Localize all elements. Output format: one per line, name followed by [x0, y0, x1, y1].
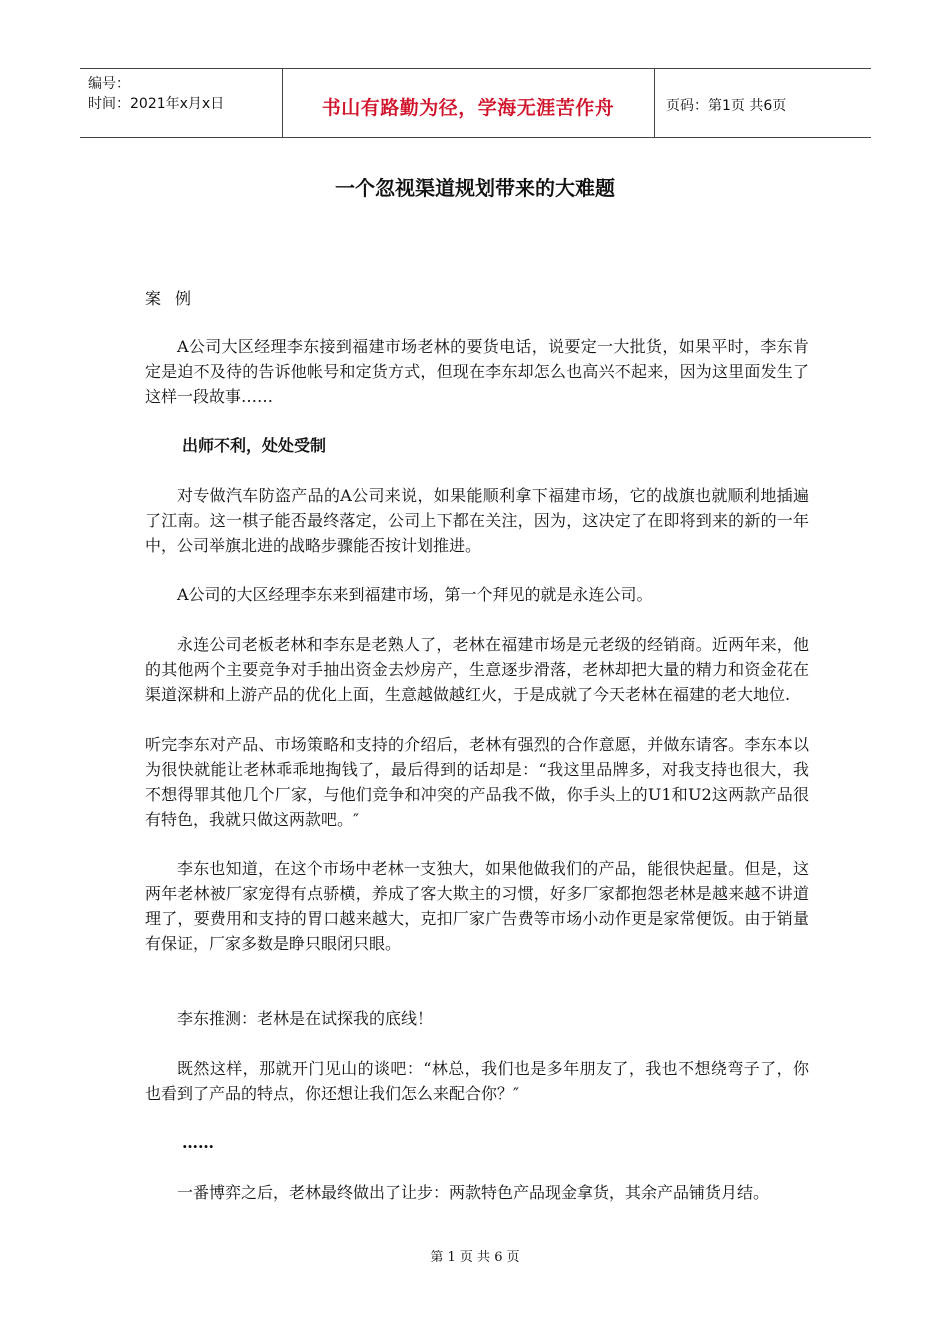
header-page-info: 页码：第1页 共6页	[666, 98, 787, 114]
paragraph-1: A公司大区经理李东接到福建市场老林的要货电话，说要定一大批货，如果平时，李东肯定是迫不及待的告诉他帐号和定货方式，但现在李东却怎么也高兴不起来，因为这里面发生了这样一段故事……	[145, 337, 809, 406]
document-header	[80, 68, 871, 138]
page-footer: 第 1 页 共 6 页	[430, 1250, 520, 1265]
ellipsis-marker: ……	[182, 1133, 214, 1152]
paragraph-4: 永连公司老板老林和李东是老熟人了，老林在福建市场是元老级的经销商。近两年来，他的其他两个主要竞争对手抽出资金去炒房产，生意逐步滑落，老林却把大量的精力和资金花在渠道深耕和上游产品的优化上面，生意越做越红火，于是成就了今天老林在福建的老大地位.	[145, 635, 809, 704]
paragraph-8: 既然这样，那就开门见山的谈吧：“林总，我们也是多年朋友了，我也不想绕弯子了，你也看到了产品的特点，你还想让我们怎么来配合你？″	[145, 1059, 809, 1103]
header-left-cell	[80, 69, 283, 137]
paragraph-6: 李东也知道，在这个市场中老林一支独大，如果他做我们的产品，能很快起量。但是，这两年老林被厂家宠得有点骄横，养成了客大欺主的习惯，好多厂家都抱怨老林是越来越不讲道理了，要费用和支持的胃口越来越大，克扣厂家广告费等市场小动作更是家常便饭。由于销量有保证，厂家多数是睁只眼闭只眼。	[145, 859, 809, 953]
paragraph-3: A公司的大区经理李东来到福建市场，第一个拜见的就是永连公司。	[177, 585, 653, 604]
document-number: 编号：	[88, 76, 130, 92]
header-motto-cell	[282, 69, 655, 137]
paragraph-2: 对专做汽车防盗产品的A公司来说，如果能顺利拿下福建市场，它的战旗也就顺利地插遍了江南。这一棋子能否最终落定，公司上下都在关注，因为，这决定了在即将到来的新的一年中，公司举旗北进的战略步骤能否按计划推进。	[145, 486, 809, 555]
section-label: 案例	[145, 289, 206, 308]
paragraph-9: 一番博弈之后，老林最终做出了让步：两款特色产品现金拿货，其余产品铺货月结。	[177, 1183, 770, 1202]
paragraph-7: 李东推测：老林是在试探我的底线！	[177, 1009, 434, 1028]
header-page-cell	[654, 69, 871, 137]
document-title: 一个忽视渠道规划带来的大难题	[335, 176, 615, 200]
subheading-1: 出师不利，处处受制	[182, 436, 327, 455]
document-time: 时间：2021年x月x日	[88, 96, 225, 112]
paragraph-5: 听完李东对产品、市场策略和支持的介绍后，老林有强烈的合作意愿，并做东请客。李东本以为很快就能让老林乖乖地掏钱了，最后得到的话却是：“我这里品牌多，对我支持也很大，我不想得罪其他几个厂家，与他们竞争和冲突的产品我不做，你手头上的U1和U2这两款产品很有特色，我就只做这两款吧。″	[145, 735, 809, 829]
header-motto: 书山有路勤为径，学海无涯苦作舟	[321, 97, 615, 119]
